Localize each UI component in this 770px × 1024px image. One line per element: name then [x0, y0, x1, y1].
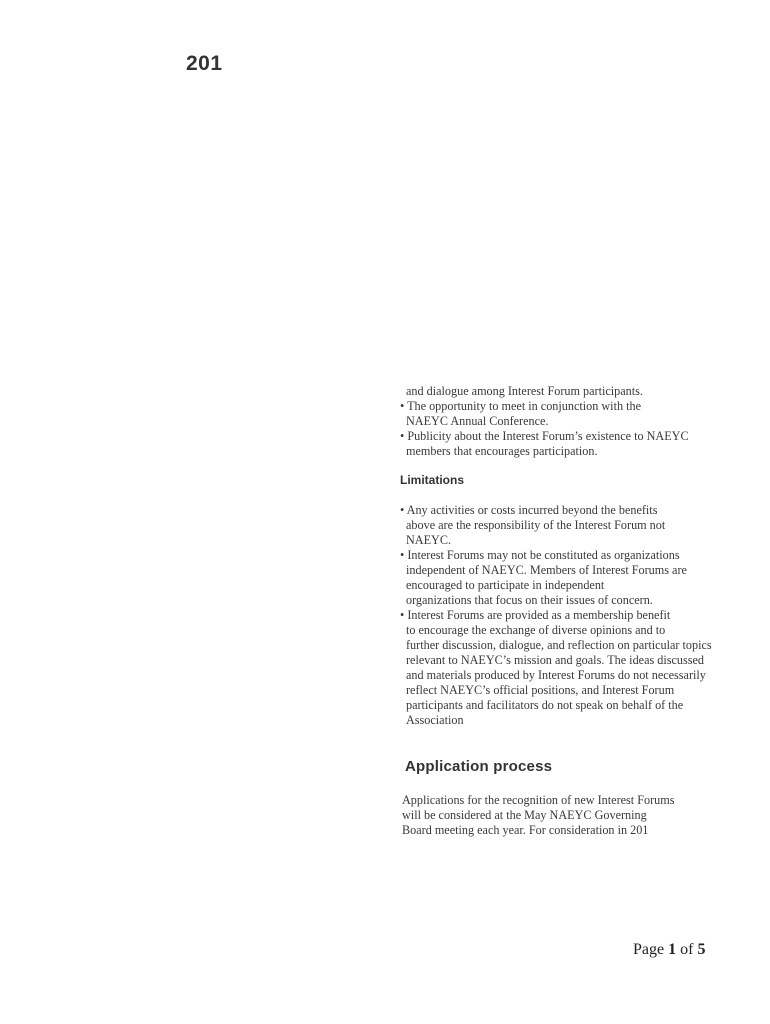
text-line: will be considered at the May NAEYC Governing: [402, 808, 647, 822]
text-line: above are the responsibility of the Interest Forum not: [406, 518, 666, 532]
bullet-line: • Any activities or costs incurred beyond the benefits: [400, 503, 658, 517]
bullet-line: • The opportunity to meet in conjunction with the: [400, 399, 641, 413]
page-word: Page: [633, 941, 665, 958]
text-line: further discussion, dialogue, and reflection on particular topics: [406, 638, 712, 652]
text-line: NAEYC Annual Conference.: [406, 414, 549, 428]
application-paragraph: [402, 793, 742, 838]
text-line: and dialogue among Interest Forum participants.: [406, 384, 643, 398]
application-process-heading: Application process: [405, 758, 553, 775]
total-pages: 5: [697, 941, 706, 958]
text-line: reflect NAEYC’s official positions, and Interest Forum: [406, 683, 675, 697]
current-page: 1: [668, 941, 677, 958]
text-line: Association: [406, 713, 464, 727]
text-line: encouraged to participate in independent: [406, 578, 605, 592]
bullet-line: • Interest Forums are provided as a membership benefit: [400, 608, 671, 622]
page-number: [633, 941, 705, 959]
text-line: to encourage the exchange of diverse opinions and to: [406, 623, 666, 637]
of-word: of: [680, 941, 694, 958]
text-line: Board meeting each year. For consideration in 201: [402, 823, 649, 837]
year-heading: 201: [186, 52, 223, 75]
benefits-continued: [398, 384, 738, 459]
text-line: and materials produced by Interest Forums do not necessarily: [406, 668, 706, 682]
text-line: organizations that focus on their issues of concern.: [406, 593, 653, 607]
text-line: NAEYC.: [406, 533, 452, 547]
bullet-line: • Interest Forums may not be constituted as organizations: [400, 548, 680, 562]
text-line: members that encourages participation.: [406, 444, 598, 458]
limitations-heading: Limitations: [400, 473, 465, 487]
limitations-list: [398, 503, 738, 728]
text-line: Applications for the recognition of new Interest Forums: [402, 793, 675, 807]
text-line: independent of NAEYC. Members of Interest Forums are: [406, 563, 687, 577]
text-line: relevant to NAEYC’s mission and goals. The ideas discussed: [406, 653, 704, 667]
bullet-line: • Publicity about the Interest Forum’s existence to NAEYC: [400, 429, 689, 443]
text-line: participants and facilitators do not speak on behalf of the: [406, 698, 684, 712]
